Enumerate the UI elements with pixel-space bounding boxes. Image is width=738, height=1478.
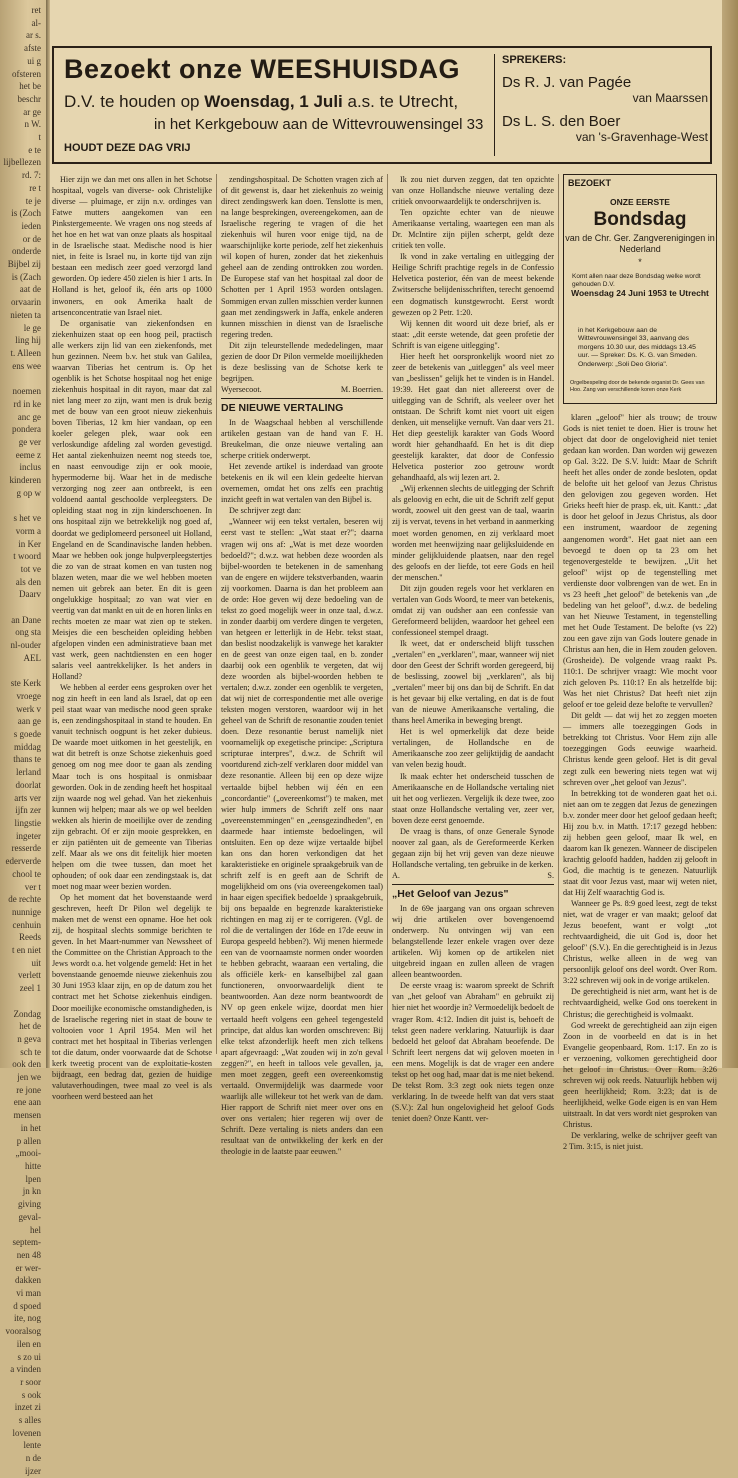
bondsdag-heading: BEZOEKT [568,178,612,188]
right-page-edge [722,0,738,1068]
paragraph: Dit geldt — dat wij het zo zeggen moeten — immers alle toezeggingen Gods in betrekking tot Christus. Voor Hem zijn alle toezeggingen Gods eeuwige waarheid. Christus kende geen geloof. Het is dit geval zegt zulk een bewering niets tegen wat wij schreven over „het geloof van Jezus". [563,711,717,787]
paragraph: „Wij erkennen slechts de uitlegging der Schrift als geloovig en echt, die uit de Schrift zelf geput wordt, zoowel uit den geest van de taal, waarin zij is vervat, tevens in het verband in aanmerking moet worden genomen, en zij verklaard moet worden met heenwijzing naar gelijksluidende en minder gelijkluidende plaatsen, naar den regel des geloofs en der liefde, tot eere Gods en heil der menschen." [392,484,554,582]
page-fold [46,0,50,1068]
paragraph: Het zevende artikel is inderdaad van groote betekenis en ik wil een klein gedeelte hiervan overnemen, omdat het ons zelfs een prachtig inzicht geeft in wat vertalen van den Bijbel is. [221,462,383,505]
bondsdag-date: Woensdag 24 Juni 1953 te Utrecht [571,288,709,298]
ad-note: HOUDT DEZE DAG VRIJ [64,142,191,154]
column-3-body-2 [392,903,554,1124]
paragraph: Ik weet, dat er onderscheid blijft tusschen „vertalen" en „verklaren", maar, wanneer wij niet door den Geest der Schrift worden geregeerd, bij de beslissing, zoowel bij „verklaren", als bij „vertalen" meer bij ons dan bij de Schrift. En dat is het gevaar bij elke vertaling, en dat is de fout van de nieuwe Amerikaansche vertaling, die thans heel Amerika in beweging brengt. [392,638,554,726]
speakers-heading: SPREKERS: [502,54,567,66]
signature-line [221,384,383,395]
gutter-text: ret al- ar s. afste ui g ofsteren het be beschr ar ge n W. t e te lijbellezen rd. 7: re t te je is (Zoch ieden or de onderde Bijbel zij is (Zach aat de orvaarin nieten ta le ge ling hij t. Alleen ens wee noemen rd in ke anc ge pondera ge ver eeme z inclus kinderen g op w s het ve vorm a in Ker t woord tot ve als den Daarv an Dane ong sta nl-ouder AEL ste Kerk vroege werk v aan ge s goede middag thans te lerland doorlat arts ver ijfn zer lingstie ingeter resserde ederverde chool te ver t de rechte nunnige cenhuin Reeds t en niet uit verlett zeel 1 Zondag het de n geva sch te ook den jen we re jone ene aan mensen in het p allen „mooi- hitte lpen jn kn giving geval- hel septem- nen 48 er wer- dakken vi man d spoed ite, nog vooralsog ilen en s zo ui a vinden r soor s ook inzet zi s alles lovenen lente n de ijzer [3,5,41,1476]
signature-left: A. [392,870,400,880]
newspaper-page [52,34,720,1157]
section-divider [392,884,554,885]
paragraph: De eerste vraag is: waarom spreekt de Schrift van „het geloof van Abraham" en gebruikt zij hier niet het woordje in? Vermoedelijk bedoelt de vrager Rom. 4:12. Indien dit juist is, behoeft de tekst geen nadere verklaring. Natuurlijk is daar bedoeld het geloof dat Abraham beoefende. De Schrift leert nergens dat wij geloven moeten in een mens. Mogelijk is dat de vrager een andere tekst op het oog had, maar dat is me niet bekend. De tekst Rom. 3:3 zegt ook niets tegen onze verklaring. In de tweede helft van dat vers staat (S.V.): Zal hun ongelovigheid het geloof Gods teniet doen? Onze Kantt. ver- [392,981,554,1123]
ad-title: Bezoekt onze WEESHUISDAG [64,54,461,84]
paragraph: De gerechtigheid is niet arm, want het is de rechtvaardigheid, welke God ons toerekent in Christus; die gerechtigheid is volmaakt. [563,987,717,1019]
paragraph: Wanneer ge Ps. 8:9 goed leest, zegt de tekst niet, wat de vrager er van maakt; geloof dat Jezus beoefent, want er volgt „tot rechtvaardigheid, die uit God is, door het geloof" (S.V.). En die gerechtigheid is in Jezus Christus, welke alleen in de weg van persoonlijk geloof ons deel wordt. Over Rom. 3:22 schreven wij ook in de vorige artikelen. [563,899,717,986]
paragraph: De schrijver zegt dan: [229,506,302,516]
column-2-body [221,417,383,1157]
speakers-block [502,54,708,144]
ad-location-line: in het Kerkgebouw aan de Wittevrouwensingel 33 [154,116,484,133]
paragraph: Ik vond in zake vertaling en uitlegging der Heilige Schrift prachtige regels in de Confessio Helvetica posterior, één van de meest bekende Zwitsersche belijdenisschriften, terecht genoemd een dogmatisch kunstgewrocht. Eerst wordt gewezen op 2 Petr. 1:20. [392,252,554,317]
column-2-intro [221,174,383,384]
article-heading-nieuwe-vertaling: DE NIEUWE VERTALING [221,401,344,414]
paragraph: God wreekt de gerechtigheid aan zijn eigen Zoon in de voorbeeld en dat is in het Evangelie geopenbaard, Rom. 1:17. En zo is er verzoening, volkomen gerechtigheid door het geloof in Christus. Over Rom. 3:26 schreven wij ook reeds. Natuurlijk hebben wij geen heerlijkheid; Rom. 3:23; dat is de heerlijkheid, welke Gode eigen is en van Hem uitstraalt. In dat vers wordt niet gesproken van Christus. [563,1020,717,1129]
article-column-4 [563,412,717,1152]
paragraph: zendingshospitaal. De Schotten vragen zich af of dit gewenst is, daar het ziekenhuis zo weinig direct zendingswerk kan doen. Tenslotte is men, na lange besprekingen, overeengekomen, aan de Israelische regering te vragen of die het ziekenhuis wil huren voor enige tijd, na de waarschijnlijke korte periode, zelf het ziekenhuis wil kopen of huren, zonder dat het ziekenhuis geheel aan de zending onttrokken zou worden. De Europese staf van het hospitaal zal door de Schotten per 1 April 1953 worden ontslagen. Sommigen ervan zullen misschien verder kunnen gaan met zendingswerk in Jaffa, enkele anderen kunnen misschien in dienst van de Israelische regering treden. [221,175,383,339]
signature-line [392,870,554,881]
paragraph: De vraag is thans, of onze Generale Synode noover zal gaan, als de Gereformeerde Kerken gegaan zijn bij het vrij geven van deze nieuwe Hollandsche vertaling, ten gebruike in de kerken. [392,826,554,869]
article-column-3 [392,174,554,1123]
paragraph: Dit zijn teleurstellende mededelingen, maar gezien de door Dr Pilon vermelde moeilijkheden is deze beslissing van de Schotse kerk te begrijpen. [221,340,383,383]
signature-right: S. [547,870,554,880]
signature-left: Wyersecoot. [221,384,262,394]
article-column-1 [52,174,212,1101]
paragraph: Hier zijn we dan met ons allen in het Schotse hospitaal, vogels van diverse- ook Christelijke diverse — pluimage, er zijn n.v. ordinges van Fatwe mutters aangekomen van een Pinkstergemeente. We vragen ons nog steeds af het hoe en het wat van onze plaats als hospitaal in de Israelische staat. Medische nood is hier niet, in feite is Israel nu, in korte tijd van zijn bestaan een medisch zeer goed verzorgd land geworden. Op iedere 450 zielen is hier 1 arts. In Holland is het, geloof ik, één arts op 1000 inwoners, en ook Amerika haalt de artsenconcentratie van Israel niet. [52,175,212,317]
column-rule [558,174,559,1054]
bondsdag-details: in het Kerkgebouw aan de Wittevrouwensingel 33, aanvang des morgens 10.30 uur, des middags 13.45 uur. — Spreker: Ds. K. G. van Smeden. Onderwerp: „Soli Deo Gloria". [578,327,697,368]
bondsdag-subtitle: van de Chr. Ger. Zangverenigingen in Nederland [565,233,715,254]
paragraph: Hier heeft het oorspronkelijk woord niet zo zeer de betekenis van „uitleggen" als veel meer van „beslissen" gelijk het te vinden is in Handel. 19:39. Het gaat dan niet allereerst over de uitlegging van de Schrift, als veeleer over het ontstaan. De Schrift komt niet voort uit eigen denken, uit menselijke vernuft. Van daar vers 21. Het diep geestelijk karakter van Gods Woord wordt hier gehandhaafd. En het is dit diep geestelijk karakter, dat door de Confessio Helvetica posterior zoo getrouw wordt gehandhaafd, als wij lezen art. 2. [392,351,554,483]
speaker-place: van 's-Gravenhage-West [575,130,708,144]
bondsdag-pretitle: ONZE EERSTE [610,197,670,207]
ad-date-line: D.V. te houden op Woensdag, 1 Juli a.s. te Utrecht, [64,92,459,111]
speaker-name: Ds R. J. van Pagée [502,74,632,91]
article-heading-geloof-van-jezus: „Het Geloof van Jezus" [392,888,509,900]
article-column-2 [221,174,383,1157]
paragraph: Op het moment dat het bovenstaande werd geschreven, heeft Dr Pilon wel degelijk te maken met de wenst een opname. Hoe het ook zij, de hospitaal slechts sommige berichten te geven. In het Maart-nummer van Newssheet of the Committee on the Christian Approach to the Jews wordt o.a. het volgende gemeld: Het in het bovenstaande genoemde nieuwe ziekenhuis zou 30 Juni 1953 klaar zijn, en op de datum zou het contract met het Schotse ziekenhuis eindigen. Door moeilijke economische omstandigheden, is de Israelische regering niet in staat de bouw te voltooien voor 1 April 1954. Men wil het contract met het hospitaal in Tiberias verlengen tot die datum, onder voorwaarde dat de Schotse kerk tweetig procent van de exploitatie-kosten bijdraagt, een bedrag dat, gezien de huidige valutaverhoudingen, twee maal zo veel is als voorheen werd besteed aan het [52,893,212,1101]
section-divider [221,398,383,399]
paragraph: Dit zijn gouden regels voor het verklaren en vertalen van Gods Woord, te meer van betekenis, omdat zij van oudsher aan een confessie van Gereformeerd belijden, waardoor het geheel een confessioneel stempel draagt. [392,583,554,637]
bondsdag-footnote: Orgelbespeling door de bekende organist Dr. Gees van Hoo. Zang van verschillende koren onze Kerk [570,380,705,393]
paragraph: In de 69e jaargang van ons orgaan schreven wij drie artikelen over bovengenoemd onderwerp. Nu ontvingen wij van een belangstellende lezer enkele vragen over deze artikelen. Wij komen op de artikelen niet uitgebreid ingaan en zullen alleen de vragen alleen beantwoorden. [392,904,554,980]
bondsdag-star: * [638,257,642,267]
paragraph: In betrekking tot de wonderen gaat het o.i. niet aan om te zeggen dat Jezus de genezingen b.v. zonder meer door het geloof gedaan heeft; Hij zou b.v. in Matth. 17:17 gezegd hebben: zij hebben geen geloof, maar Ik wel, en daarom kan Ik genezen. Wanneer de discipelen krachtig geloofd hadden, hadden zij gelooft in God, die machtig is te genezen. Natuurlijk staat dit voor Jezus vast, maar wij weten niet, dat Hij Zelf waarachtig God is. [563,788,717,898]
column-rule [216,174,217,1054]
paragraph: Ik zou niet durven zeggen, dat ten opzichte van onze Hollandsche nieuwe vertaling deze critiek onvoorwaardelijk te onderschrijven is. [392,175,554,207]
ad-divider [494,54,495,156]
paragraph: klaren „geloof" hier als trouw; de trouw Gods is niet teniet te doen. Hier is trouw het object dat door de ongelovigheid niet teniet gedaan kan worden. Dan worden wij gewezen op Gal. 3:22. De S.V. luidt: Maar de Schrift heeft het alles onder de zonde besloten, opdat de belofte uit het geloof van Jezus Christus den gelovigen zou gegeven worden. Het Grieks heeft hier de prasp. ek, uit. Kantt.: „dat is door het geloof in Jezus Christus, als door een instrument, waardoor de zegening aangenomen wordt". Het gaat niet aan een bevoegd te doen op ta 23 om het tegenovergestelde te bewijzen. „Uit het geloof" wijst op de tegenstelling met verdienste door volbrengen van de wet. En in vs 23 heeft „het geloof" de betekenis van „de bedeling van het geloof", d.w.z. de bedeling van het Nieuwe Testament, in tegenstelling met het Oude Testament. De belofte (vs 22) zou een gave zijn van Gods loutere genade in Christus aan hen, die in Hem zouden geloven. (Grosheide). De volgende vraag raakt Ps. 110:1. De schrijver vraagt: Wie mocht voor zich geloven Ps. 110:1? En als hetzelfde bij: Was het niet Christus? Dat heeft niet zijn geloof er toe geleid deze belofte te vervullen? [563,413,717,710]
paragraph: Wij kennen dit woord uit deze brief, als er staat: „dit eerste wetende, dat geen profetie der Schrift is van eigene uitlegging". [392,318,554,350]
previous-page-gutter [0,0,46,1476]
paragraph: „Wanneer wij een tekst vertalen, beseren wij eerst vast te stellen: „Wat staat er?"; daarna vragen wij ons af: „Wat is met deze woorden bedoeld?"; d.w.z. wat hebben deze woorden als bijbel-woorden te betekenen in de samenhang van de engere en wijdere tekstverbanden, waarin zij voorkomen. Daarna is dan het probleem aan de orde: Hoe geven wij deze bedoeling van de tekst zo goed mogelijk weer in onze taal, d.w.z. in zonder daarbij om verdere dingen te vergeten, van hetgeen er letterlijk in de Hebr. tekst staat, dan beslist noodzakelijk is vanwege het karakter en de geest van onze eigen taal, en b. zonder daarbij ook een ogenblik te vergeten, dat wij deze woorden als bijbel-woorden hebben te vertalen; d.w.z. zonder een ogenblik te vergeten, dat wij niet de correspondentie met alle overige teksten mogen verstoren, waardoor wij in het geheel van de Schrift de resonantie zouden teniet doen. Deze resonantie berust namelijk niet voornamelijk op exegetische principe: „Scriptura scripturae interpres", d.w.z. de Schrift wil voortdurend zich-zelf verklaren door middel van deze resonantie. Alleen bij een op deze wijze vertaalde bijbel hebben wij één en een „concordantie" („overeenkomst") te maken, met wier hulp immers de Schrift zelf ons naar „overeenstemmingen" en „eensgezindheden", en daarmede haar intiemste bedoelingen, wil ontsluiten. Een op deze wijze vertaalde bijbel kan ons dan horen verkondigen dat het karakteristieke en originele spraakgebruik van de schrift zelf is en geeft aan de Schrift de mogelijkheid om ons (via overeengekomen taal) in haar eigen specifiek bedoelde ) spraakgebruik, bij ons bepaalde en begrenzde karakteristieke richtingen en mag zij er te corrigeren. (Vgl. de rol die de vertalingen der 16de en 17de eeuw in Europa gespeeld hebben?). Wij menen hiermede een van de voornaamste normen onder woorden te hebben gebracht, waaraan een vertaling, die als officiële kerk- en kanselbijbel zal gaan functioneren, onvoorwaardelijk dient te beantwoorden. Aan deze norm beantwoordt de NV op geen enkele wijze, doordat men hier vertaald heeft volgens een geheel tegengesteld principe, dat aldus kan worden omschreven: Bij elke tekst afzonderlijk heeft men zich telkens apart afgevraagd: „Wat zouden wij in zo'n geval zeggen?", en heeft in talloos vele gevallen, ja, men moet zeggen, geeft een overeenkomstig vertaald. Onvermijdelijk was daarmede voor waarlijk alle willekeur tot het werk van de dam. Hier rapport de Schrift niet meer over ons en over ons vertalen; hier regeren wij over de Schrift. Deze vertaling is niets anders dan een resultaat van de ontwikkeling der kerk en der theologie in de laatste paar eeuwen." [221,517,383,1157]
paragraph: De verklaring, welke de schrijver geeft van 2 Tim. 3:15, is niet juist. [563,1131,717,1152]
paragraph: Ik maak echter het onderscheid tusschen de Amerikaansche en de Hollandsche vertaling niet uit het oog verliezen. Vergelijk ik deze twee, zoo staat onze Hollandsche vertaling ver, zeer ver, boven deze eerst genoemde. [392,771,554,825]
signature-right: M. Boerrien. [340,384,383,394]
bondsdag-title: Bondsdag [593,209,687,230]
paragraph: De organisatie van ziekenfondsen en ziekenhuizen staat op een hoog peil, practisch alle werkers zijn lid van een ziekenfonds, met hun gezinnen. Neem b.v. het stuk van Galilea, waarvan Tiberias het centrum is. Op het ogenblik is het Schotse hospitaal nog het enige ziekenhuis hospitaal in dit rayon, maar dat zal niet lang meer zo zijn, want men is druk bezig met de bouw van een groot nieuw ziekenhuis boven Tiberias, 12 km hier vandaan, op een koeler gelegen plek, waar ook een verloskundige afdeling zal worden gevestigd. Het aantal ziekenhuizen neemt nog steeds toe, en naast eenvoudige zijn er ook mooie, hypermoderne bij. Waar het in de medische verzorging nog zeer aan ontbreekt, is een voldoend aantal geschoolde verpleegsters. De opleiding staat nog in zijn kinderschoenen. In ons hospitaal zijn we betrekkelijk nog goed af, doordat we gediplomeerd personeel uit Holland, Engeland en de Scandinavische landen hebben. Maar we hebben ook jonge hulpverpleegstertjes die zo van de straat komen en van tusten nog blazen weten, maar die we wel hebben moeten nemen uit gebrek aan beter. En dit is geen ongelukkige hospitaal; zo van wat vier en veertig van dat mankt en uit de en horen links en rechts moeten ze maar wat zien op te steken. Meisjes die een bescheiden opleiding hebben afgelopen vinden een administratieve baan met vast werk, geen nachtdiensten en een hoger salaris veel aantrekkelijker. Is het anders in Holland? [52,318,212,682]
speaker-place: van Maarssen [632,91,708,105]
paragraph: In de Waagschaal hebben al verschillende artikelen gestaan van de hand van F. H. Breukelman, die onze nieuwe vertaling aan scherpe critiek onderwerpt. [221,417,383,461]
speaker-name: Ds L. S. den Boer [502,113,621,130]
column-3-body [392,174,554,870]
column-rule [387,174,388,1054]
paragraph: We hebben al eerder eens gesproken over het nog zin heeft in een land als Israel, dat op een peil staat waar van medische nood geen sprake is, een zendingshospitaal in stand te houden. En vanuit technisch oogpunt is het zeker dubieus. De waarde moet uitkomen in het geestelijk, en wat dit betreft is onze Schotse ziekenhuis goed genoeg om nog mee door te gaan als zending Maar toch is ons hospitaal is onmisbaar geworden. Ook in de zending heeft het hospitaal zijn waarde nog wel gehad. Van het ziekenhuis kunnen wij helpen; maar als we op wel beelden wekken als hierin de moeilijke over de zending zijn gebracht. Of er zijn mooie gesprekken, en er zijn patiënten uit de gemeente van Tiberias zelf. Maar als we ons dit feitelijk hier moeten helpen om die twee tussen, dan moet het ophouden; of ook daar een zendingstaak is, dat moet nog maar weer bezien worden. [52,683,212,891]
weeshuisdag-advertisement [52,46,712,164]
paragraph: Ten opzichte echter van de nieuwe Amerikaanse vertaling, waartegen een man als Dr. McIntire zijn pijlen scherpt, geldt deze critiek ten volle. [392,208,554,251]
paragraph: Het is wel opmerkelijk dat deze beide vertalingen, de Hollandsche en de Amerikaansche zoo zeer gelijktijdig de aandacht van velen bezig houdt. [392,727,554,770]
bondsdag-invite: Komt allen naar deze Bondsdag welke wordt gehouden D.V. [572,273,701,288]
bondsdag-advertisement [563,174,717,404]
